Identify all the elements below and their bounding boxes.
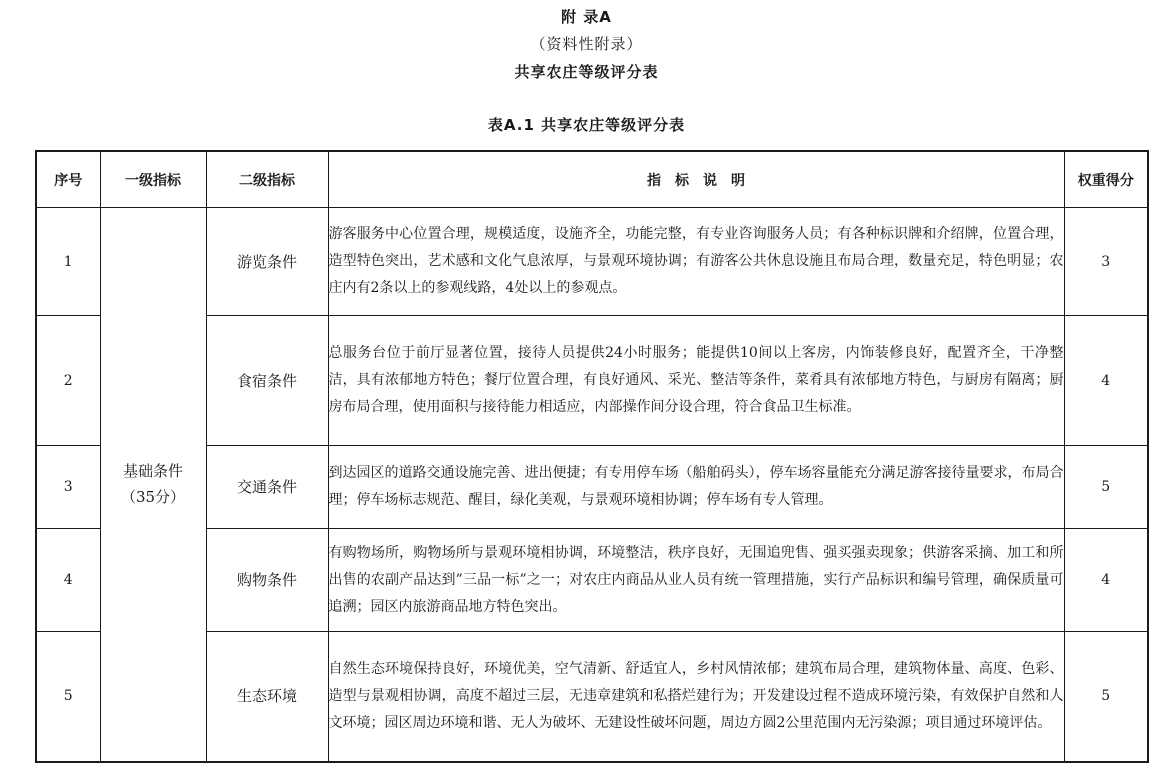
indicator-description: 到达园区的道路交通设施完善、进出便捷；有专用停车场（船舶码头），停车场容量能充分满足游客接待量要求，布局合理；停车场标志规范、醒目，绿化美观，与景观环境相协调；停车场有专人管理。 <box>328 446 1064 529</box>
table-row <box>36 208 1148 316</box>
header-no: 序号 <box>36 151 100 208</box>
weight-score: 5 <box>1064 632 1148 762</box>
table-header-row <box>36 151 1148 208</box>
secondary-indicator: 购物条件 <box>206 529 328 632</box>
row-number: 1 <box>36 208 100 316</box>
rating-table <box>35 150 1149 763</box>
weight-score: 4 <box>1064 529 1148 632</box>
category-cell <box>100 208 206 762</box>
secondary-indicator: 游览条件 <box>206 208 328 316</box>
secondary-indicator: 生态环境 <box>206 632 328 762</box>
secondary-indicator: 食宿条件 <box>206 316 328 446</box>
indicator-description: 游客服务中心位置合理，规模适度，设施齐全，功能完整，有专业咨询服务人员；有各种标识牌和介绍牌，位置合理，造型特色突出，艺术感和文化气息浓厚，与景观环境协调；有游客公共休息设施且布局合理，数量充足，特色明显；农庄内有2条以上的参观线路，4处以上的参观点。 <box>328 208 1064 316</box>
secondary-indicator: 交通条件 <box>206 446 328 529</box>
row-number: 2 <box>36 316 100 446</box>
row-number: 5 <box>36 632 100 762</box>
table-caption: 表A.1 共享农庄等级评分表 <box>487 116 686 134</box>
indicator-description: 自然生态环境保持良好，环境优美，空气清新、舒适宜人，乡村风情浓郁；建筑布局合理，建筑物体量、高度、色彩、造型与景观相协调，高度不超过三层，无违章建筑和私搭烂建行为；开发建设过程不造成环境污染，有效保护自然和人文环境；园区周边环境和谐、无人为破坏、无建设性破坏问题，周边方圆2公里范围内无污染源；项目通过环境评估。 <box>328 632 1064 762</box>
category-name: 基础条件 <box>122 462 183 481</box>
appendix-title: 附 录A <box>561 8 612 26</box>
weight-score: 5 <box>1064 446 1148 529</box>
row-number: 3 <box>36 446 100 529</box>
weight-score: 3 <box>1064 208 1148 316</box>
category-points: （35分） <box>120 488 186 507</box>
appendix-name: 共享农庄等级评分表 <box>514 63 659 81</box>
row-number: 4 <box>36 529 100 632</box>
header-level1: 一级指标 <box>100 151 206 208</box>
indicator-description: 有购物场所，购物场所与景观环境相协调，环境整洁，秩序良好，无围追兜售、强买强卖现象；供游客采摘、加工和所出售的农副产品达到”三品一标”之一；对农庄内商品从业人员有统一管理措施，实行产品标识和编号管理，确保质量可追溯；园区内旅游商品地方特色突出。 <box>328 529 1064 632</box>
header-desc: 指 标 说 明 <box>328 151 1064 208</box>
header-score: 权重得分 <box>1064 151 1148 208</box>
header-level2: 二级指标 <box>206 151 328 208</box>
indicator-description: 总服务台位于前厅显著位置，接待人员提供24小时服务；能提供10间以上客房，内饰装修良好，配置齐全，干净整洁，具有浓郁地方特色；餐厅位置合理，有良好通风、采光、整洁等条件，菜肴具有浓郁地方特色，与厨房有隔离；厨房布局合理，使用面积与接待能力相适应，内部操作间分设合理，符合食品卫生标准。 <box>328 316 1064 446</box>
appendix-type: （资料性附录） <box>530 35 643 53</box>
weight-score: 4 <box>1064 316 1148 446</box>
